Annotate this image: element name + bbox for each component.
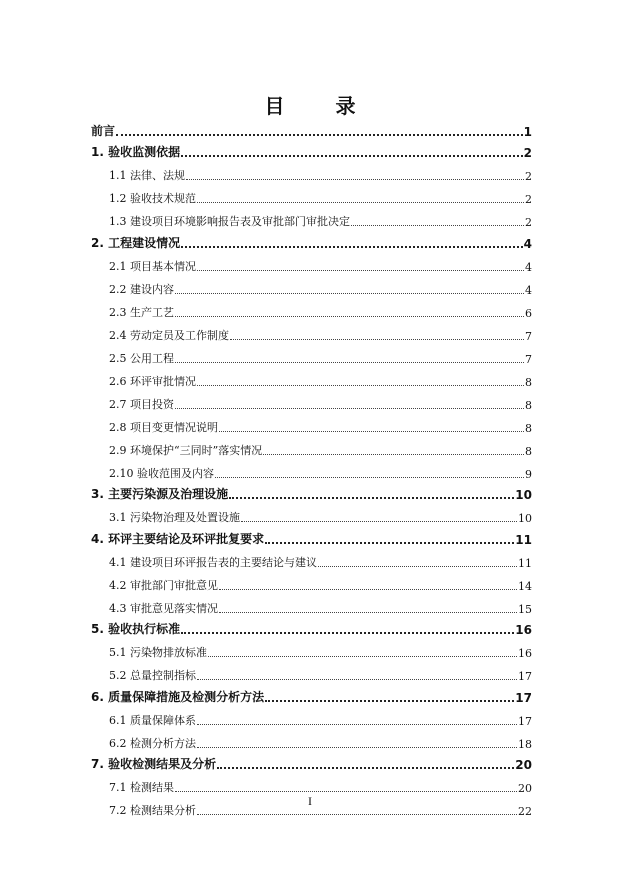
toc-entry-label: 3.1 污染物治理及处置设施 [109,511,240,524]
toc-entry-label: 2.2 建设内容 [109,282,174,296]
dot-leader [318,565,517,567]
toc-chapter-entry[interactable] [91,229,532,251]
toc-entry-page-number: 17 [515,690,532,705]
toc-entry-page-number: 8 [525,398,532,412]
toc-entry-label: 7. 验收检测结果及分析 [91,757,217,771]
toc-entry-label: 6.1 质量保障体系 [109,713,196,727]
toc-entry-label: 1.3 建设项目环境影响报告表及审批部门审批决定 [109,215,350,228]
dot-leader [175,790,517,792]
toc-entry-page-number: 20 [518,782,532,795]
dot-leader [215,476,524,478]
toc-entry-page-number: 7 [525,352,532,366]
toc-entry-label: 6.2 检测分析方法 [109,736,196,750]
toc-entry-label: 1.1 法律、法规 [109,169,185,182]
toc-entry-page-number: 4 [523,236,532,251]
dot-leader [241,520,517,522]
toc-entry-page-number: 14 [518,579,532,593]
toc-section-entry[interactable] [91,637,532,660]
toc-entry-page-number: 2 [523,146,532,160]
toc-section-entry[interactable] [91,435,532,458]
dot-leader [263,453,524,455]
toc-entry-label: 4. 环评主要结论及环评批复要求 [91,531,265,546]
dot-leader [229,496,514,499]
toc-entry-page-number: 6 [525,306,532,320]
dot-leader [219,430,524,432]
toc-section-entry[interactable] [91,570,532,593]
dot-leader [175,315,524,317]
toc-entry-label: 5.1 污染物排放标准 [109,646,207,659]
toc-section-entry[interactable] [91,705,532,728]
dot-leader [197,746,517,748]
toc-entry-label: 2.7 项目投资 [109,397,174,411]
toc-entry-page-number: 10 [518,512,532,525]
dot-leader [186,178,524,180]
toc-entry-page-number: 8 [525,421,532,435]
toc-entry-label: 3. 主要污染源及治理设施 [91,487,229,501]
dot-leader [181,631,514,634]
toc-entry-page-number: 20 [515,758,532,772]
toc-entry-label: 7.2 检测结果分析 [109,804,196,817]
toc-entry-page-number: 15 [518,602,532,616]
toc-entry-page-number: 17 [518,670,532,683]
toc-section-entry[interactable] [91,160,532,183]
toc-section-entry[interactable] [91,660,532,683]
toc-section-entry[interactable] [91,320,532,343]
toc-chapter-entry[interactable] [91,481,532,503]
toc-entry-label: 5.2 总量控制指标 [109,669,196,682]
dot-leader [175,361,524,363]
toc-entry-label: 2.9 环境保护“三同时”落实情况 [109,443,263,457]
toc-section-entry[interactable] [91,593,532,616]
toc-section-entry[interactable] [91,206,532,229]
toc-entry-label: 1.2 验收技术规范 [109,192,196,205]
toc-entry-label: 1. 验收监测依据 [91,145,181,159]
dot-leader [230,338,524,340]
dot-leader [265,541,514,544]
dot-leader [217,766,514,769]
toc-entry-page-number: 10 [515,488,532,502]
toc-section-entry[interactable] [91,343,532,366]
toc-entry-label: 4.1 建设项目环评报告表的主要结论与建议 [109,555,317,569]
dot-leader [265,699,514,702]
toc-entry-page-number: 2 [525,216,532,229]
dot-leader [181,154,523,157]
toc-entry-page-number: 8 [525,375,532,389]
toc-entry-label: 4.3 审批意见落实情况 [109,601,218,615]
toc-section-entry[interactable] [91,772,532,795]
toc-entry-page-number: 1 [523,124,532,139]
toc-chapter-entry[interactable] [91,139,532,161]
toc-section-entry[interactable] [91,251,532,274]
toc-entry-label: 6. 质量保障措施及检测分析方法 [91,689,265,704]
toc-title: 目 录 [264,94,378,118]
toc-entry-label: 2. 工程建设情况 [91,235,181,250]
dot-leader [197,678,517,680]
toc-entry-label: 2.6 环评审批情况 [109,374,196,388]
toc-entry-page-number: 17 [518,714,532,728]
toc-section-entry[interactable] [91,547,532,570]
toc-entry-page-number: 16 [515,623,532,637]
dot-leader [219,588,517,590]
toc-entry-label: 2.10 验收范围及内容 [109,466,214,480]
toc-section-entry[interactable] [91,366,532,389]
toc-entry-page-number: 16 [518,647,532,660]
dot-leader [175,407,524,409]
toc-entry-label: 7.1 检测结果 [109,781,174,794]
toc-entry-page-number: 8 [525,444,532,458]
toc-section-entry[interactable] [91,502,532,525]
toc-chapter-entry[interactable] [91,117,532,139]
toc-entry-label: 2.8 项目变更情况说明 [109,420,218,434]
toc-chapter-entry[interactable] [91,525,532,547]
toc-chapter-entry[interactable] [91,751,532,773]
toc-entry-page-number: 2 [525,170,532,183]
toc-entry-page-number: 18 [518,737,532,751]
toc-entry-label: 2.3 生产工艺 [109,305,174,319]
dot-leader [351,224,524,226]
toc-chapter-entry[interactable] [91,683,532,705]
dot-leader [116,133,523,136]
toc-entry-page-number: 22 [518,805,532,818]
dot-leader [175,292,524,294]
toc-section-entry[interactable] [91,274,532,297]
dot-leader [219,611,517,613]
dot-leader [197,723,517,725]
page-number: I [308,794,312,808]
toc-entry-page-number: 9 [525,467,532,481]
table-of-contents [91,117,532,818]
dot-leader [197,269,524,271]
toc-section-entry[interactable] [91,412,532,435]
toc-entry-page-number: 7 [525,329,532,343]
toc-entry-page-number: 2 [525,193,532,206]
dot-leader [197,813,517,815]
toc-entry-label: 前言 [91,123,116,138]
toc-entry-page-number: 11 [515,532,532,547]
toc-entry-label: 2.4 劳动定员及工作制度 [109,328,229,342]
toc-section-entry[interactable] [91,389,532,412]
dot-leader [197,384,524,386]
toc-section-entry[interactable] [91,183,532,206]
toc-entry-label: 5. 验收执行标准 [91,622,181,636]
toc-chapter-entry[interactable] [91,616,532,638]
toc-entry-page-number: 4 [525,260,532,274]
toc-entry-label: 2.5 公用工程 [109,351,174,365]
dot-leader [197,201,524,203]
dot-leader [181,245,523,248]
toc-section-entry[interactable] [91,297,532,320]
toc-entry-label: 2.1 项目基本情况 [109,259,196,273]
toc-entry-label: 4.2 审批部门审批意见 [109,578,218,592]
toc-entry-page-number: 11 [518,556,532,570]
toc-entry-page-number: 4 [525,283,532,297]
toc-section-entry[interactable] [91,728,532,751]
dot-leader [208,655,517,657]
toc-section-entry[interactable] [91,458,532,481]
